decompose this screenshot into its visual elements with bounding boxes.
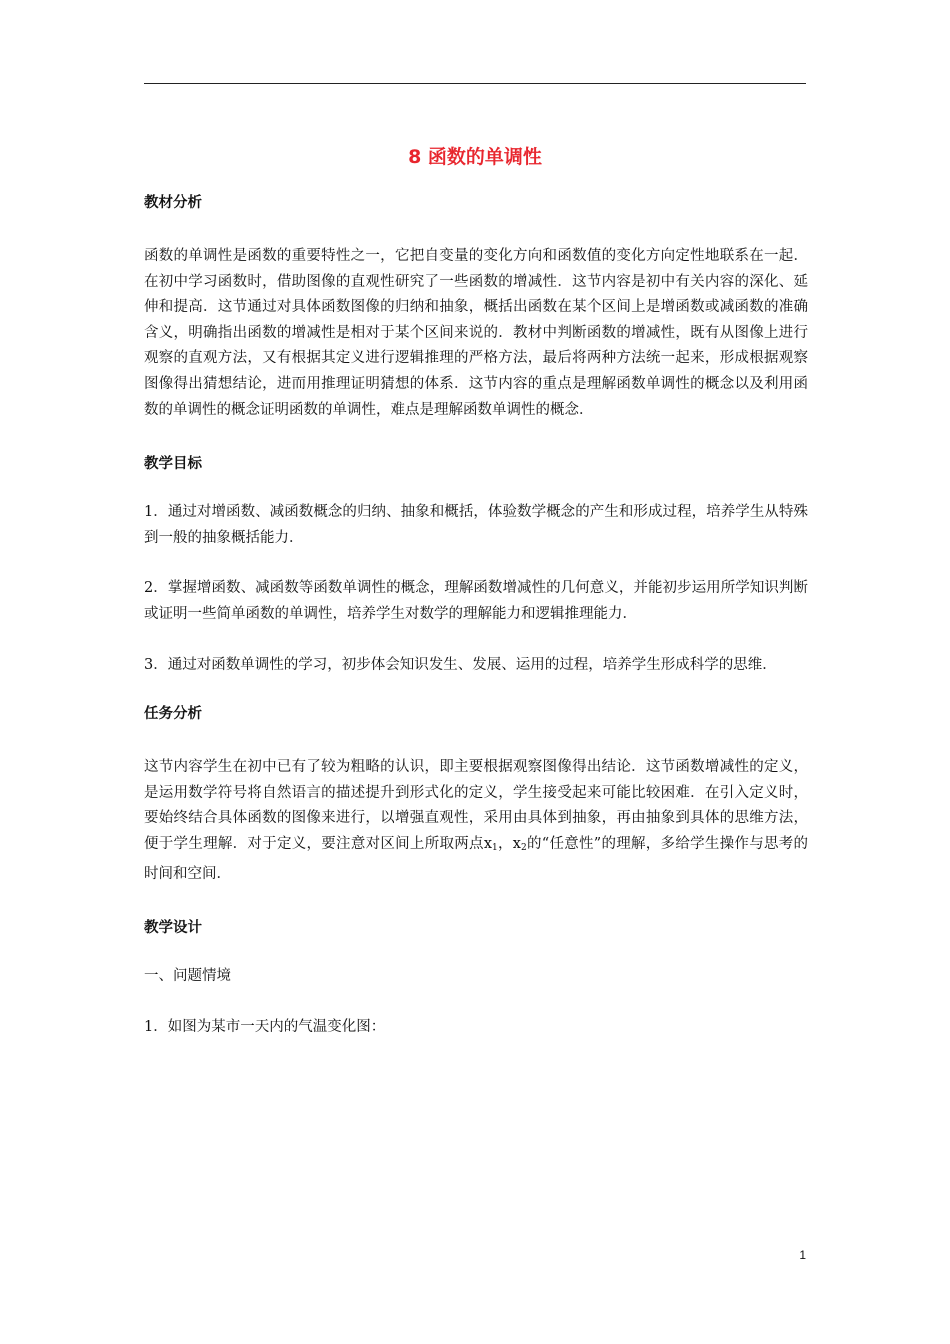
section-heading-design: 教学设计 (144, 920, 202, 937)
design-subheading: 一、问题情境 (144, 968, 231, 985)
section-heading-task: 任务分析 (144, 706, 202, 723)
objective-item-3: 3．通过对函数单调性的学习，初步体会知识发生、发展、运用的过程，培养学生形成科学的思维． (144, 656, 777, 673)
objective-item-1: 1．通过对增函数、减函数概念的归纳、抽象和概括，体验数学概念的产生和形成过程，培养学生从特殊到一般的抽象概括能力． (144, 504, 808, 546)
document-body (144, 192, 808, 1040)
task-text-before: 这节内容学生在初中已有了较为粗略的认识，即主要根据观察图像得出结论．这节函数增减性的定义，是运用数学符号将自然语言的描述提升到形式化的定义，学生接受起来可能比较困难．在引入定义时，要始终结合具体函数的图像来进行，以增强直观性，采用由具体到抽象，再由抽象到具体的思维方法，便于学生理解．对于定义，要注意对区间上所取两点 (144, 759, 808, 852)
header-rule (144, 83, 806, 84)
page-number: 1 (799, 1248, 806, 1262)
objective-item-2: 2．掌握增函数、减函数等函数单调性的概念，理解函数增减性的几何意义，并能初步运用所学知识判断或证明一些简单函数的单调性，培养学生对数学的理解能力和逻辑推理能力． (144, 580, 808, 622)
design-item-1: 1．如图为某市一天内的气温变化图： (144, 1018, 386, 1035)
task-paragraph: 这节内容学生在初中已有了较为粗略的认识，即主要根据观察图像得出结论．这节函数增减性的定义，是运用数学符号将自然语言的描述提升到形式化的定义，学生接受起来可能比较困难．在引入定义时，要始终结合具体函数的图像来进行，以增强直观性，采用由具体到抽象，再由抽象到具体的思维方法，便于学生理解．对于定义，要注意对区间上所取两点$x_1$，$x_2$的“任意性”的理解，多给学生操作与思考的时间和空间． (144, 759, 809, 882)
page-title: 8 函数的单调性 (408, 146, 542, 168)
var-x2: $x_2$ (512, 835, 527, 853)
var-x1: $x_1$ (483, 835, 498, 853)
section-heading-analysis: 教材分析 (144, 195, 202, 211)
section-heading-objectives: 教学目标 (144, 456, 202, 473)
analysis-paragraph: 函数的单调性是函数的重要特性之一，它把自变量的变化方向和函数值的变化方向定性地联系在一起．在初中学习函数时，借助图像的直观性研究了一些函数的增减性．这节内容是初中有关内容的深化、延伸和提高．这节通过对具体函数图像的归纳和抽象，概括出函数在某个区间上是增函数或减函数的准确含义，明确指出函数的增减性是相对于某个区间来说的．教材中判断函数的增减性，既有从图像上进行观察的直观方法，又有根据其定义进行逻辑推理的严格方法，最后将两种方法统一起来，形成根据观察图像得出猜想结论，进而用推理证明猜想的体系．这节内容的重点是理解函数单调性的概念以及利用函数的单调性的概念证明函数的单调性，难点是理解函数单调性的概念． (144, 248, 808, 418)
task-text-after: 的“任意性”的理解，多给学生操作与思考的时间和空间． (144, 835, 809, 882)
